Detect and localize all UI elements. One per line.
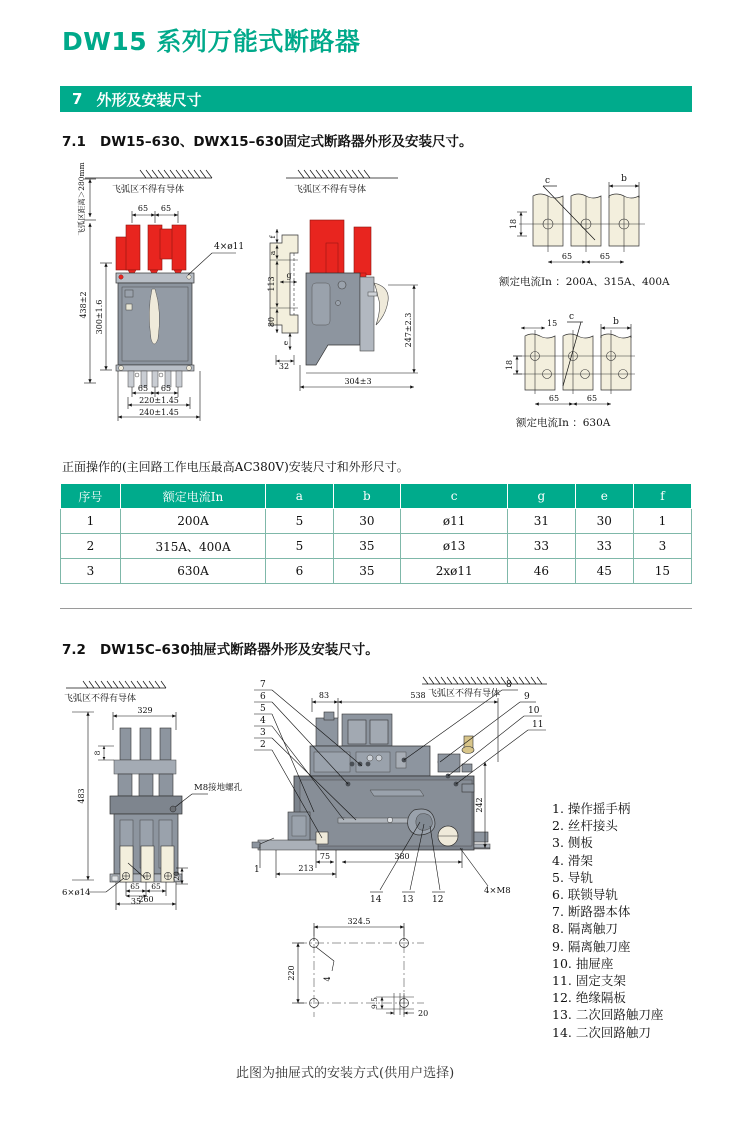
dim-20-drawer: 20 — [172, 871, 181, 881]
callout-6: 6 — [260, 692, 266, 702]
cell-rated-current: 200A — [120, 509, 265, 534]
legend-item: 4. 滑架 — [552, 852, 593, 868]
hole-callout-drawer: 6×ø14 — [62, 888, 91, 898]
dim-top-65-right: 65 — [160, 204, 172, 213]
cell-c: ø13 — [401, 534, 508, 559]
cell-f: 1 — [633, 509, 691, 534]
side-view-drawing — [268, 165, 478, 425]
legend-item: 7. 断路器本体 — [552, 904, 631, 920]
cell-e: 33 — [575, 534, 633, 559]
dim-324-5: 324.5 — [347, 917, 371, 926]
callout-12: 12 — [432, 895, 444, 905]
dim-304: 304±3 — [344, 377, 372, 386]
hole-callout-plate: 4 — [323, 976, 332, 982]
cell-rated-current: 630A — [120, 559, 265, 584]
arc-zone-warning-side: 飞弧区不得有导体 — [293, 185, 367, 195]
mounting-plate-drawing — [258, 905, 508, 1030]
callout-2: 2 — [260, 740, 266, 750]
legend-item: 9. 隔离触刀座 — [552, 938, 631, 954]
dim-8: 8 — [93, 750, 102, 756]
dim-83: 83 — [318, 691, 330, 700]
subsection-71-index: 7.1 — [62, 134, 86, 150]
ground-screw-hole — [170, 806, 176, 812]
legend-item: 11. 固定支架 — [552, 973, 626, 989]
component-legend-list — [552, 800, 663, 1041]
dim-80: 80 — [267, 316, 276, 328]
th-c: c — [401, 484, 508, 509]
arc-zone-distance-label: 飞弧区距离＞280mm — [77, 162, 86, 236]
terminal-caption-2: 额定电流In ：630A — [516, 417, 611, 429]
th-e: e — [575, 484, 633, 509]
dim-247: 247±2.3 — [404, 312, 413, 348]
dim-e: e — [281, 340, 290, 346]
legend-item: 2. 丝杆接头 — [552, 818, 618, 834]
drawer-main-view-drawing — [252, 672, 552, 922]
callout-9: 9 — [524, 692, 530, 702]
dim-65-drawer-left: 65 — [130, 882, 140, 891]
dim-260: 260 — [138, 895, 154, 904]
cell-f: 15 — [633, 559, 691, 584]
dim-113: 113 — [267, 276, 276, 292]
dim-213: 213 — [298, 864, 314, 873]
dim-18-detail1: 18 — [509, 218, 518, 230]
hole-callout-front: 4×ø11 — [214, 242, 245, 252]
cell-b: 35 — [333, 534, 401, 559]
dim-15-detail2: 15 — [547, 319, 558, 328]
callout-4: 4 — [260, 716, 266, 726]
dim-32: 32 — [278, 362, 290, 371]
section-title: 外形及安装尺寸 — [96, 90, 202, 109]
dim-300: 300±1.6 — [95, 299, 104, 335]
label-b-2: b — [613, 317, 619, 327]
section-header-bar — [60, 86, 692, 112]
dim-65-d1-right: 65 — [599, 252, 611, 261]
dim-220: 220 — [287, 965, 296, 981]
cell-f: 3 — [633, 534, 691, 559]
legend-item: 12. 绝缘隔板 — [552, 990, 626, 1006]
legend-item: 13. 二次回路触刀座 — [552, 1007, 664, 1023]
dim-220: 220±1.45 — [139, 396, 179, 405]
legend-item: 3. 侧板 — [552, 835, 593, 851]
label-c-2: c — [569, 312, 575, 322]
section-number: 7 — [72, 90, 83, 108]
callout-5: 5 — [260, 704, 266, 714]
cell-g: 31 — [508, 509, 576, 534]
dim-65-d2-right: 65 — [586, 394, 598, 403]
legend-item: 5. 导轨 — [552, 869, 593, 885]
cell-seq: 3 — [61, 559, 121, 584]
cell-b: 30 — [333, 509, 401, 534]
terminal-detail-630 — [495, 308, 695, 418]
cell-g: 33 — [508, 534, 576, 559]
dim-f: f — [268, 235, 277, 239]
th-f: f — [633, 484, 691, 509]
dim-35: 35 — [130, 897, 142, 906]
legend-item: 14. 二次回路触刀 — [552, 1024, 651, 1040]
cell-seq: 1 — [61, 509, 121, 534]
cell-a: 5 — [266, 509, 333, 534]
dim-380: 380 — [394, 852, 410, 861]
dim-242: 242 — [475, 797, 484, 813]
terminal-detail-200-400 — [495, 168, 695, 278]
dim-g: g — [286, 271, 292, 280]
cell-a: 5 — [266, 534, 333, 559]
dim-538: 538 — [410, 691, 426, 700]
dim-75: 75 — [319, 852, 331, 861]
th-g: g — [508, 484, 576, 509]
subsection-72-heading — [62, 638, 379, 658]
cell-c: ø11 — [401, 509, 508, 534]
cell-e: 45 — [575, 559, 633, 584]
dim-65-d1-left: 65 — [561, 252, 573, 261]
callout-14: 14 — [370, 895, 382, 905]
cell-e: 30 — [575, 509, 633, 534]
arc-zone-warning-main: 飞弧区不得有导体 — [427, 689, 501, 699]
label-b-1: b — [621, 174, 627, 184]
table-row — [61, 509, 692, 534]
callout-11: 11 — [532, 720, 544, 730]
subsection-72-index: 7.2 — [62, 642, 86, 658]
table-row — [61, 559, 692, 584]
dimension-table — [60, 483, 692, 584]
th-rated-current: 额定电流In — [120, 484, 265, 509]
cell-seq: 2 — [61, 534, 121, 559]
arc-zone-warning-drawer: 飞弧区不得有导体 — [63, 694, 137, 704]
dim-18-detail2: 18 — [505, 359, 514, 371]
callout-1: 1 — [254, 865, 260, 875]
cell-g: 46 — [508, 559, 576, 584]
callout-13: 13 — [402, 895, 414, 905]
callout-3: 3 — [260, 728, 266, 738]
cell-b: 35 — [333, 559, 401, 584]
th-seq: 序号 — [61, 484, 121, 509]
page-title: DW15 系列万能式断路器 — [62, 27, 361, 56]
dim-a: a — [268, 250, 277, 256]
th-b: b — [333, 484, 401, 509]
callout-8: 8 — [506, 680, 512, 690]
th-a: a — [266, 484, 333, 509]
dim-bottom-65-right: 65 — [160, 384, 172, 393]
dim-438: 438±2 — [79, 291, 88, 319]
legend-item: 10. 抽屉座 — [552, 955, 614, 971]
legend-item: 6. 联锁导轨 — [552, 887, 618, 903]
dim-483: 483 — [77, 788, 86, 804]
dim-bottom-65-left: 65 — [137, 384, 149, 393]
terminal-caption-1: 额定电流In ：200A、315A、400A — [499, 276, 670, 288]
dim-240: 240±1.45 — [139, 408, 179, 417]
table-row — [61, 534, 692, 559]
dim-65-d2-left: 65 — [548, 394, 560, 403]
legend-item: 8. 隔离触刀 — [552, 921, 618, 937]
cell-a: 6 — [266, 559, 333, 584]
ground-note: M8接地螺孔 — [194, 783, 243, 793]
callout-10: 10 — [528, 706, 540, 716]
dim-9-5: 9.5 — [370, 997, 379, 1009]
operating-handle — [374, 283, 388, 325]
dim-top-65-left: 65 — [137, 204, 149, 213]
label-c-1: c — [545, 176, 551, 186]
section-71-note: 正面操作的(主回路工作电压最高AC380V)安装尺寸和外形尺寸。 — [62, 460, 409, 474]
table-header-row — [61, 484, 692, 509]
cell-rated-current: 315A、400A — [120, 534, 265, 559]
subsection-72-title: DW15C–630抽屉式断路器外形及安装尺寸。 — [100, 642, 379, 658]
subsection-71-heading — [62, 130, 473, 150]
bolt-callout-4xm8: 4×M8 — [484, 886, 511, 896]
callout-7: 7 — [260, 680, 266, 690]
dim-329: 329 — [137, 706, 153, 715]
dim-65-drawer-right: 65 — [151, 882, 161, 891]
legend-item: 1. 操作摇手柄 — [552, 801, 631, 816]
cell-c: 2xø11 — [401, 559, 508, 584]
section-divider — [60, 608, 692, 609]
arc-zone-warning-front: 飞弧区不得有导体 — [111, 185, 185, 195]
subsection-71-title: DW15–630、DWX15–630固定式断路器外形及安装尺寸。 — [100, 134, 473, 150]
dim-20-plate: 20 — [418, 1009, 429, 1018]
footer-caption: 此图为抽屉式的安装方式(供用户选择) — [236, 1066, 455, 1081]
